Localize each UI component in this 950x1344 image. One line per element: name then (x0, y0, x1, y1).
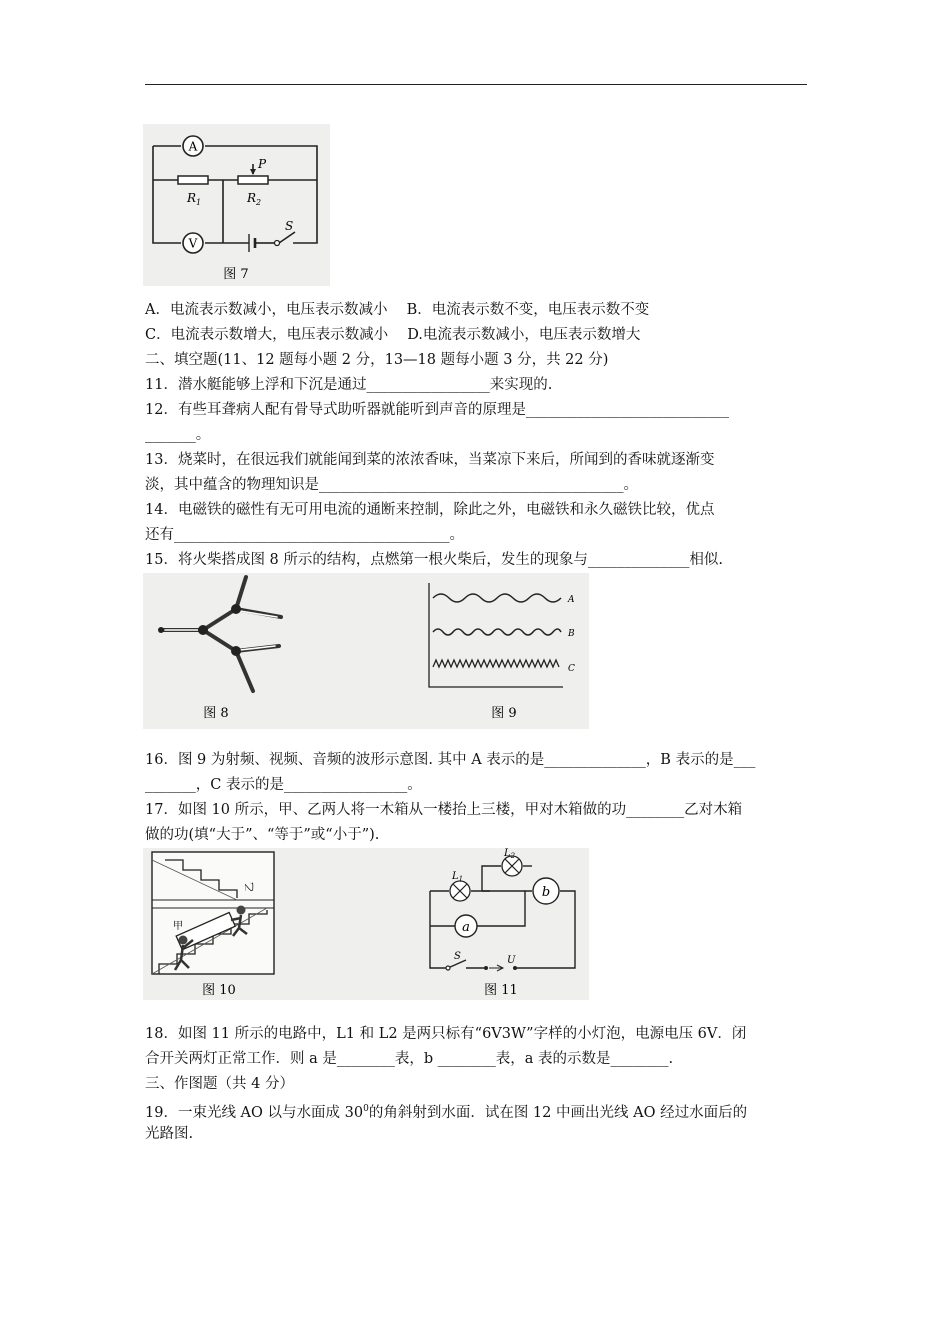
question-18-line-2: 合开关两灯正常工作．则 a 是________表，b ________表，a 表的示数是________. (145, 1051, 674, 1067)
figure-11-caption: 图 11 (484, 983, 518, 998)
meter-b-label: b (541, 885, 551, 900)
circuit-diagram (430, 848, 575, 971)
switch-label: S (285, 219, 294, 233)
option-c-d: C．电流表示数增大，电压表示数减小 D.电流表示数减小，电压表示数增大 (145, 327, 641, 343)
section-2-heading: 二、填空题(11、12 题每小题 2 分，13—18 题每小题 3 分，共 22 分) (145, 352, 609, 368)
question-17-line-1: 17．如图 10 所示，甲、乙两人将一木箱从一楼抬上三楼，甲对木箱做的功________乙对木箱 (145, 802, 743, 818)
question-14-line-2: 还有______________________________________。 (145, 527, 464, 543)
r2-label: $R_2$ (247, 191, 262, 207)
switch-label-fig11: S (454, 951, 461, 962)
resistor-r1-icon (178, 176, 208, 184)
figure-8-9 (143, 573, 589, 729)
header-rule (145, 84, 807, 85)
meter-a-label: a (462, 920, 470, 935)
option-a-b: A．电流表示数减小，电压表示数减小 B．电流表示数不变，电压表示数不变 (145, 302, 650, 318)
lamp-2-label: $L_2$ (504, 848, 516, 860)
wave-c-label: C (568, 664, 575, 674)
question-15: 15．将火柴搭成图 8 所示的结构，点燃第一根火柴后，发生的现象与______________相似. (145, 552, 724, 568)
question-19-line-2: 光路图. (145, 1126, 194, 1142)
question-14-line-1: 14．电磁铁的磁性有无可用电流的通断来控制，除此之外，电磁铁和永久磁铁比较，优点 (145, 502, 715, 518)
question-16-line-2: _______，C 表示的是_________________。 (145, 777, 422, 793)
person-jia-label: 甲 (173, 921, 183, 932)
question-13-line-1: 13．烧菜时，在很远我们就能闻到菜的浓浓香味，当菜凉下来后，所闻到的香味就逐渐变 (145, 452, 715, 468)
wave-b (433, 629, 561, 635)
wave-b-label: B (568, 629, 575, 639)
ammeter-label: A (188, 139, 198, 154)
figure-10-11 (143, 848, 589, 1000)
figure-10-caption: 图 10 (202, 983, 236, 998)
r1-label: $R_1$ (187, 191, 202, 207)
wave-a-label: A (568, 595, 575, 605)
figure-7 (143, 124, 330, 286)
lamp-1-label: $L_1$ (452, 871, 464, 883)
figure-8-caption: 图 8 (203, 706, 229, 721)
question-19-line-1: 19．一束光线 AO 以与水面成 $30^0$的角斜射到水面．试在图 12 中画出光线 AO 经过水面后的 (145, 1104, 748, 1121)
section-3-heading: 三、作图题（共 4 分） (145, 1076, 294, 1092)
question-17-line-2: 做的功(填“大于”、“等于”或“小于”). (145, 827, 380, 843)
question-12-line-1: 12．有些耳聋病人配有骨导式助听器就能听到声音的原理是____________________________ (145, 402, 729, 418)
person-yi-label: 乙 (245, 882, 256, 892)
figure-9-caption: 图 9 (491, 706, 517, 721)
question-16-line-1: 16．图 9 为射频、视频、音频的波形示意图. 其中 A 表示的是______________，B 表示的是___ (145, 752, 756, 768)
slider-label: P (258, 157, 267, 171)
matches-structure (158, 577, 281, 691)
question-12-line-2: _______。 (145, 427, 211, 443)
figure-7-caption: 图 7 (223, 267, 249, 282)
question-13-line-2: 淡，其中蕴含的物理知识是__________________________________________。 (145, 477, 638, 493)
stairs-scene (152, 852, 274, 974)
question-18-line-1: 18．如图 11 所示的电路中，L1 和 L2 是两只标有“6V3W”字样的小灯泡，电源电压 6V．闭 (145, 1026, 747, 1042)
question-11: 11．潜水艇能够上浮和下沉是通过_________________来实现的. (145, 377, 553, 393)
voltmeter-label: V (188, 236, 198, 251)
wave-c (433, 660, 559, 667)
source-label: U (507, 955, 516, 966)
wave-a (433, 594, 561, 602)
resistor-r2-icon (238, 176, 268, 184)
